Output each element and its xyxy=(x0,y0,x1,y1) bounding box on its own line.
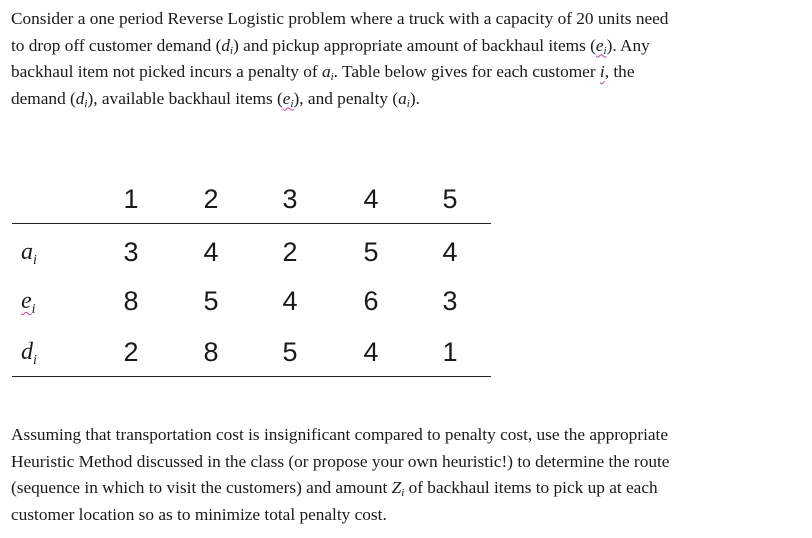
question-text: Assuming that transportation cost is insignificant compared to penalty cost, use the appropriate xyxy=(11,425,669,444)
problem-line-1 xyxy=(11,6,801,33)
table-cell: 3 xyxy=(442,286,458,316)
symbol-a-i: $a_i$ xyxy=(321,62,334,83)
table-cell: 2 xyxy=(123,337,139,367)
question-line-4 xyxy=(11,502,801,529)
problem-text: backhaul item not picked incurs a penalty of xyxy=(11,62,322,81)
table-header-rule xyxy=(12,223,491,224)
problem-text: ), and penalty ( xyxy=(293,88,399,108)
problem-line-3 xyxy=(11,59,801,86)
table-cell: 6 xyxy=(363,286,379,316)
problem-text: ), available backhaul items ( xyxy=(87,88,283,108)
row-label-e: $e_i$ xyxy=(21,288,36,317)
symbol-e-i: $e_i$ xyxy=(282,88,294,110)
table-cell: 4 xyxy=(203,237,219,267)
table-cell: 4 xyxy=(442,237,458,267)
table-cell: 1 xyxy=(442,337,458,367)
table-header-cell: 4 xyxy=(363,184,379,214)
problem-text: ) and pickup appropriate amount of backhaul items ( xyxy=(233,35,596,55)
table-cell: 2 xyxy=(282,237,298,267)
problem-text: . Table below gives for each customer xyxy=(333,62,600,81)
table-header-cell: 3 xyxy=(282,184,298,214)
problem-line-4 xyxy=(11,86,801,113)
problem-statement xyxy=(11,6,801,112)
symbol-z-i: $Z_i$ xyxy=(391,478,405,499)
table-header-cell: 5 xyxy=(442,184,458,214)
problem-line-2 xyxy=(11,33,801,60)
table-cell: 5 xyxy=(282,337,298,367)
row-label-d: $d_i$ xyxy=(21,339,37,368)
problem-text: Consider a one period Reverse Logistic problem where a truck with a capacity of 20 units need xyxy=(11,9,669,28)
table-cell: 5 xyxy=(363,237,379,267)
problem-text: ). xyxy=(409,88,420,108)
row-label-a: $a_i$ xyxy=(21,239,37,268)
table-header-cell: 2 xyxy=(203,184,219,214)
question-text: (sequence in which to visit the customers) and amount xyxy=(11,478,392,497)
question-line-1 xyxy=(11,422,801,449)
question-text: customer location so as to minimize total penalty cost. xyxy=(11,504,387,524)
table-bottom-rule xyxy=(12,376,491,377)
symbol-d-i: $d_i$ xyxy=(75,88,88,110)
problem-text: to drop off customer demand ( xyxy=(11,35,222,55)
symbol-i: i xyxy=(599,62,605,81)
table-header-cell: 1 xyxy=(123,184,139,214)
problem-text: demand ( xyxy=(11,88,76,108)
question-text: of backhaul items to pick up at each xyxy=(404,478,658,497)
question-text: Heuristic Method discussed in the class (or propose your own heuristic!) to determine the route xyxy=(11,451,670,471)
customer-table xyxy=(12,176,491,378)
table-cell: 5 xyxy=(203,286,219,316)
symbol-a-i: $a_i$ xyxy=(398,88,410,110)
question-statement xyxy=(11,422,801,528)
problem-text: , the xyxy=(604,62,635,81)
symbol-d-i: $d_i$ xyxy=(221,35,234,57)
question-line-3 xyxy=(11,475,801,502)
table-cell: 4 xyxy=(363,337,379,367)
table-cell: 8 xyxy=(203,337,219,367)
symbol-e-i: $e_i$ xyxy=(595,35,607,57)
question-line-2 xyxy=(11,449,801,476)
problem-text: ). Any xyxy=(606,35,650,55)
table-cell: 8 xyxy=(123,286,139,316)
table-cell: 3 xyxy=(123,237,139,267)
table-cell: 4 xyxy=(282,286,298,316)
